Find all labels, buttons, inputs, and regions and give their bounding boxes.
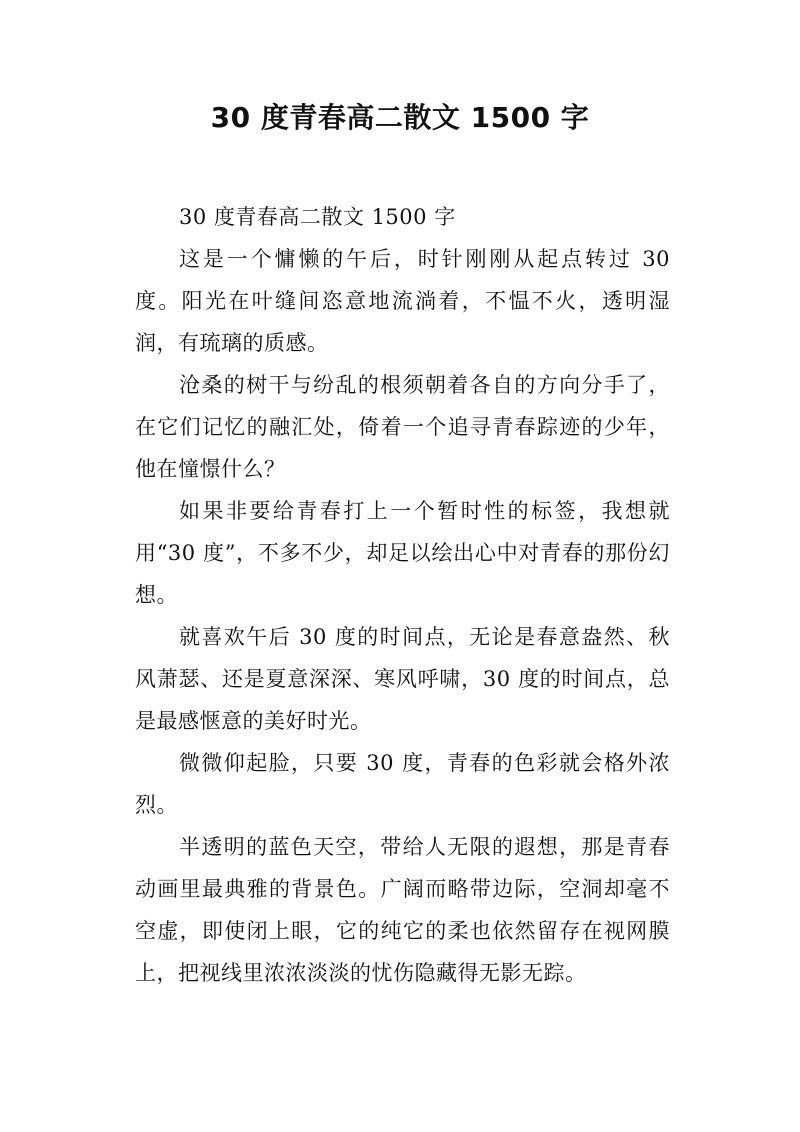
- document-body: [135, 196, 670, 994]
- paragraph: 这是一个慵懒的午后，时针刚刚从起点转过 30 度。阳光在叶缝间恣意地流淌着，不愠不火，透明湿润，有琉璃的质感。: [135, 247, 670, 355]
- paragraph: 微微仰起脸，只要 30 度，青春的色彩就会格外浓烈。: [135, 751, 670, 817]
- paragraph: 30 度青春高二散文 1500 字: [179, 205, 456, 229]
- paragraph: 就喜欢午后 30 度的时间点，无论是春意盎然、秋风萧瑟、还是夏意深深、寒风呼啸，30 度的时间点，总是最感惬意的美好时光。: [135, 625, 670, 733]
- paragraph: 半透明的蓝色天空，带给人无限的遐想，那是青春动画里最典雅的背景色。广阔而略带边际，空洞却毫不空虚，即使闭上眼，它的纯它的柔也依然留存在视网膜上，把视线里浓浓淡淡的忧伤隐藏得无影无踪。: [135, 835, 670, 985]
- document-title: 30 度青春高二散文 1500 字: [210, 101, 590, 134]
- paragraph: 沧桑的树干与纷乱的根须朝着各自的方向分手了，在它们记忆的融汇处，倚着一个追寻青春踪迹的少年，他在憧憬什么？: [135, 373, 670, 481]
- paragraph: 如果非要给青春打上一个暂时性的标签，我想就用“30 度”，不多不少，却足以绘出心中对青春的那份幻想。: [135, 499, 670, 607]
